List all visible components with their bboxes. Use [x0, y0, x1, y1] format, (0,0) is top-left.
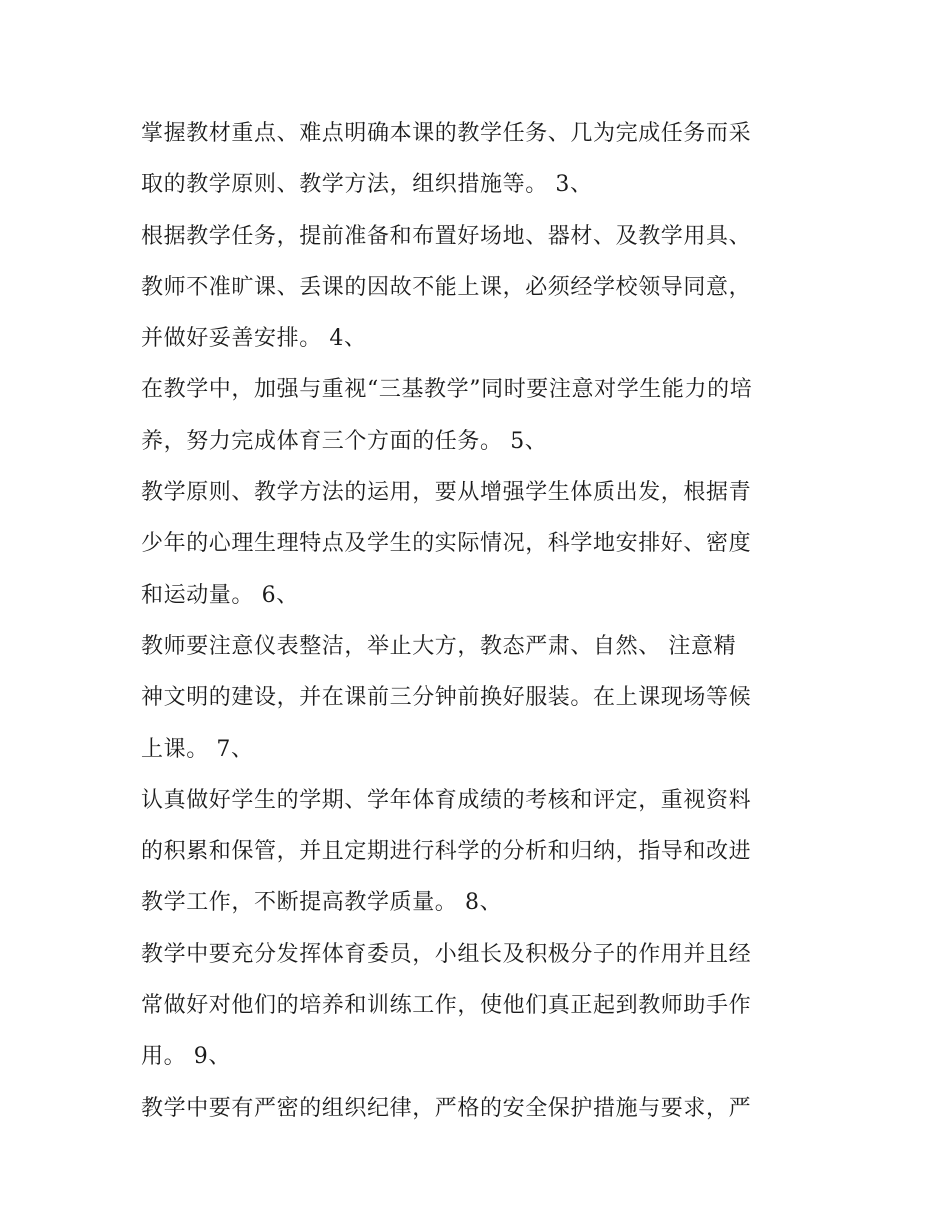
text-line: 取的教学原则、教学方法，组织措施等。 3、 [141, 172, 593, 198]
text-line: 根据教学任务，提前准备和布置好场地、器材、及教学用具、 [141, 223, 752, 249]
text-line: 教学中要充分发挥体育委员，小组长及积极分子的作用并且经 [141, 941, 752, 967]
text-line: 教学中要有严密的组织纪律，严格的安全保护措施与要求，严 [141, 1095, 752, 1121]
text-line: 教师不准旷课、丢课的因故不能上课，必须经学校领导同意， [141, 274, 752, 300]
text-line: 教学原则、教学方法的运用，要从增强学生体质出发，根据青 [141, 480, 752, 506]
text-line: 掌握教材重点、难点明确本课的教学任务、几为完成任务而采 [141, 121, 752, 146]
text-line: 用。 9、 [141, 1044, 231, 1070]
text-line: 认真做好学生的学期、学年体育成绩的考核和评定，重视资料 [141, 787, 752, 813]
text-line: 的积累和保管，并且定期进行科学的分析和归纳，指导和改进 [141, 839, 752, 865]
text-line: 在教学中，加强与重视“三基教学”同时要注意对学生能力的培 [141, 377, 753, 403]
text-line: 教学工作，不断提高教学质量。 8、 [141, 890, 503, 916]
text-line: 少年的心理生理特点及学生的实际情况，科学地安排好、密度 [141, 531, 752, 557]
text-line: 神文明的建设，并在课前三分钟前换好服装。在上课现场等候 [141, 685, 752, 711]
text-line: 并做好妥善安排。 4、 [141, 326, 367, 352]
body-text [141, 108, 821, 1134]
text-line: 和运动量。 6、 [141, 582, 299, 608]
text-line: 常做好对他们的培养和训练工作，使他们真正起到教师助手作 [141, 993, 752, 1019]
text-line: 上课。 7、 [141, 736, 254, 762]
text-line: 养，努力完成体育三个方面的任务。 5、 [141, 428, 548, 454]
text-line: 教师要注意仪表整洁，举止大方，教态严肃、自然、 注意精 [141, 633, 737, 659]
